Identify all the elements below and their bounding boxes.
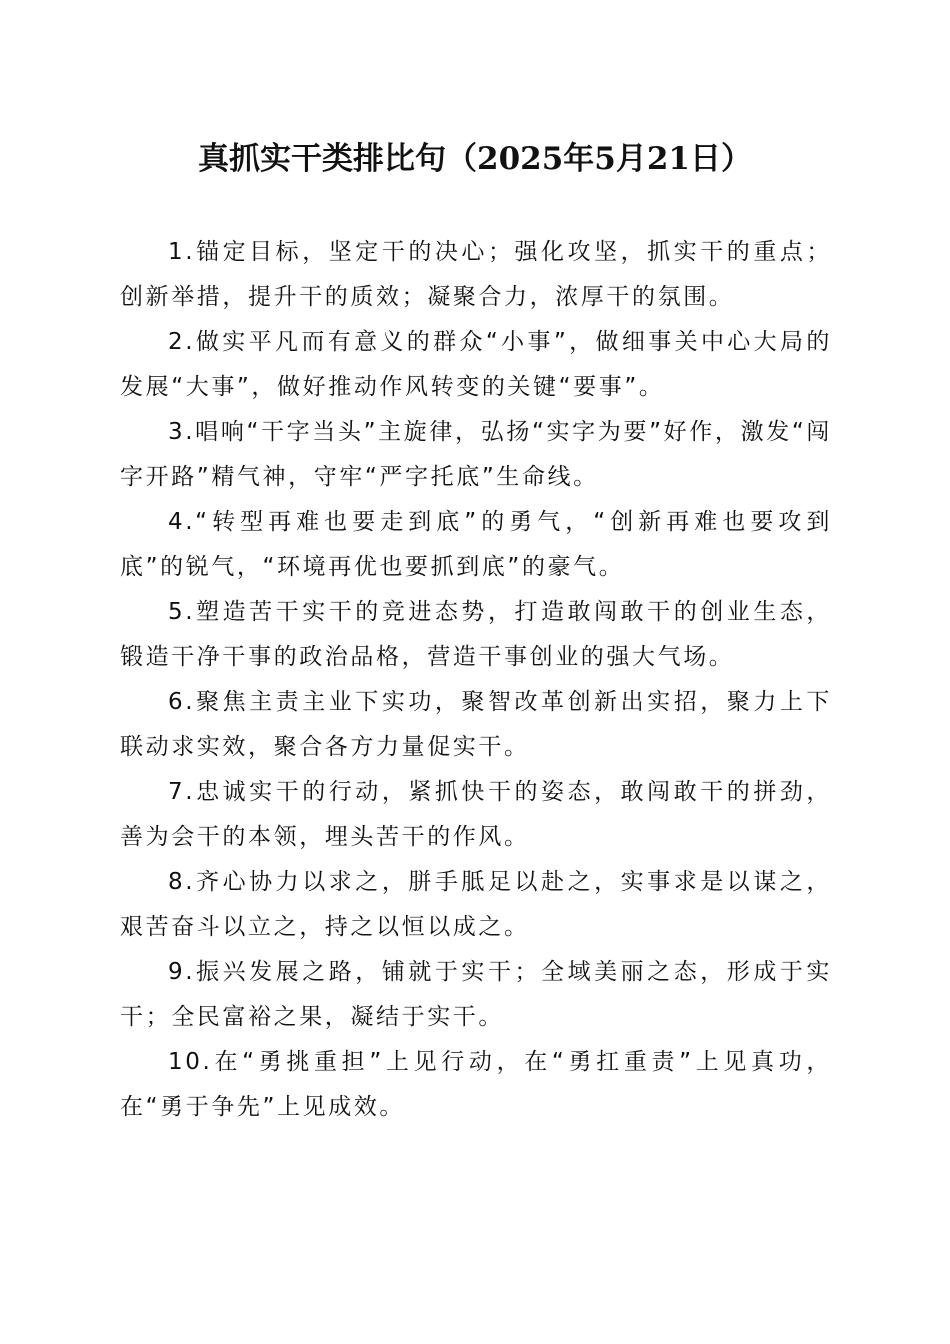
paragraph-5: 5.塑造苦干实干的竞进态势，打造敢闯敢干的创业生态，锻造干净干事的政治品格，营造干事创业的强大气场。 — [120, 599, 832, 670]
paragraph-2: 2.做实平凡而有意义的群众“小事”，做细事关中心大局的发展“大事”，做好推动作风转变的关键“要事”。 — [120, 329, 832, 400]
paragraph-6: 6.聚焦主责主业下实功，聚智改革创新出实招，聚力上下联动求实效，聚合各方力量促实干。 — [120, 689, 832, 760]
paragraph-8: 8.齐心协力以求之，胼手胝足以赴之，实事求是以谋之，艰苦奋斗以立之，持之以恒以成之。 — [120, 869, 832, 940]
document-title: 真抓实干类排比句（2025年5月21日） — [198, 141, 752, 177]
document-body — [120, 230, 832, 1130]
paragraph-4: 4.“转型再难也要走到底”的勇气，“创新再难也要攻到底”的锐气，“环境再优也要抓到底”的豪气。 — [120, 509, 832, 580]
paragraph-9: 9.振兴发展之路，铺就于实干；全域美丽之态，形成于实干；全民富裕之果，凝结于实干。 — [120, 959, 832, 1030]
paragraph-7: 7.忠诚实干的行动，紧抓快干的姿态，敢闯敢干的拼劲，善为会干的本领，埋头苦干的作风。 — [120, 779, 832, 850]
paragraph-1: 1.锚定目标，坚定干的决心；强化攻坚，抓实干的重点；创新举措，提升干的质效；凝聚合力，浓厚干的氛围。 — [120, 239, 832, 310]
paragraph-3: 3.唱响“干字当头”主旋律，弘扬“实字为要”好作，激发“闯字开路”精气神，守牢“严字托底”生命线。 — [120, 419, 832, 490]
paragraph-10: 10.在“勇挑重担”上见行动，在“勇扛重责”上见真功，在“勇于争先”上见成效。 — [120, 1049, 832, 1120]
